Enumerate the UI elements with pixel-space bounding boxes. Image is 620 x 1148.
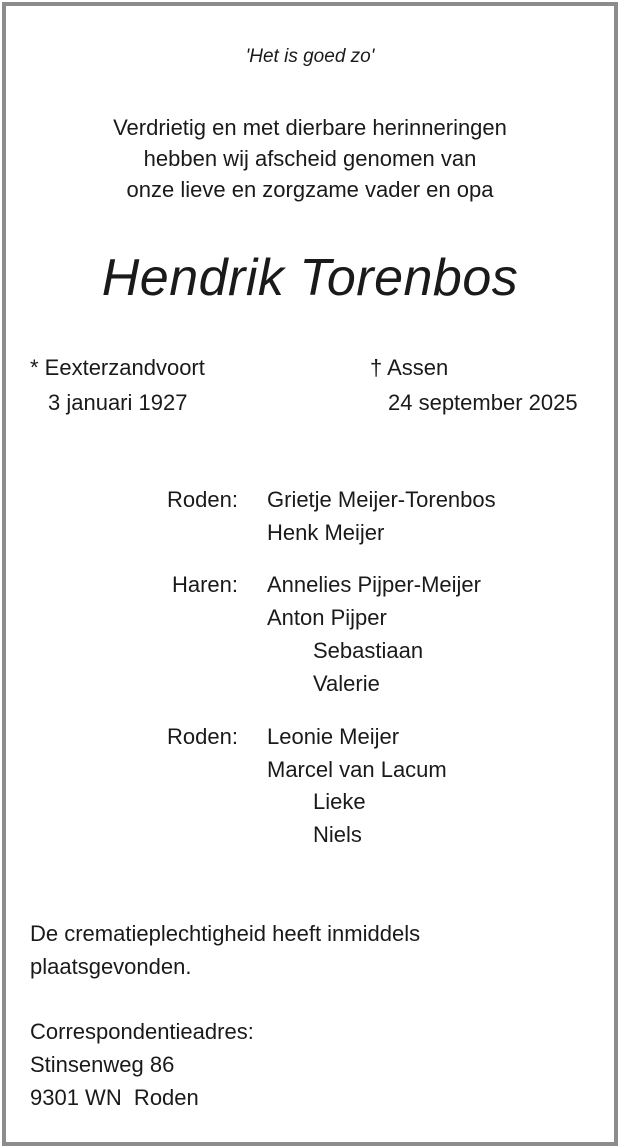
death-place: † Assen xyxy=(370,355,449,380)
cremation-line: plaatsgevonden. xyxy=(30,954,192,979)
grandchild: Sebastiaan xyxy=(313,638,424,663)
intro-line: Verdrietig en met dierbare herinneringen xyxy=(113,115,507,140)
family-place: Roden: xyxy=(167,487,238,512)
grandchild: Valerie xyxy=(313,671,380,696)
deceased-name: Hendrik Torenbos xyxy=(101,249,519,307)
family-member: Henk Meijer xyxy=(267,520,385,545)
family-member: Marcel van Lacum xyxy=(267,757,447,782)
birth-date: 3 januari 1927 xyxy=(48,390,188,415)
family-place: Roden: xyxy=(167,724,238,749)
correspondence-label: Correspondentieadres: xyxy=(30,1019,254,1044)
intro-line: onze lieve en zorgzame vader en opa xyxy=(126,177,494,202)
grandchild: Lieke xyxy=(313,789,366,814)
intro-line: hebben wij afscheid genomen van xyxy=(143,146,477,171)
family-member: Grietje Meijer-Torenbos xyxy=(267,487,496,512)
family-member: Anton Pijper xyxy=(267,605,387,630)
motto: 'Het is goed zo' xyxy=(245,46,375,67)
address-postal-city: 9301 WN Roden xyxy=(30,1085,199,1110)
family-member: Leonie Meijer xyxy=(267,724,400,749)
intro-text xyxy=(0,112,620,205)
family-member: Annelies Pijper-Meijer xyxy=(267,572,481,597)
family-place: Haren: xyxy=(171,572,238,597)
cremation-notice xyxy=(30,917,420,983)
cremation-line: De crematieplechtigheid heeft inmiddels xyxy=(30,921,421,946)
correspondence-address xyxy=(30,1015,254,1114)
birth-place: * Eexterzandvoort xyxy=(30,355,205,380)
death-date: 24 september 2025 xyxy=(388,390,578,415)
grandchild: Niels xyxy=(313,822,362,847)
address-street: Stinsenweg 86 xyxy=(30,1052,175,1077)
